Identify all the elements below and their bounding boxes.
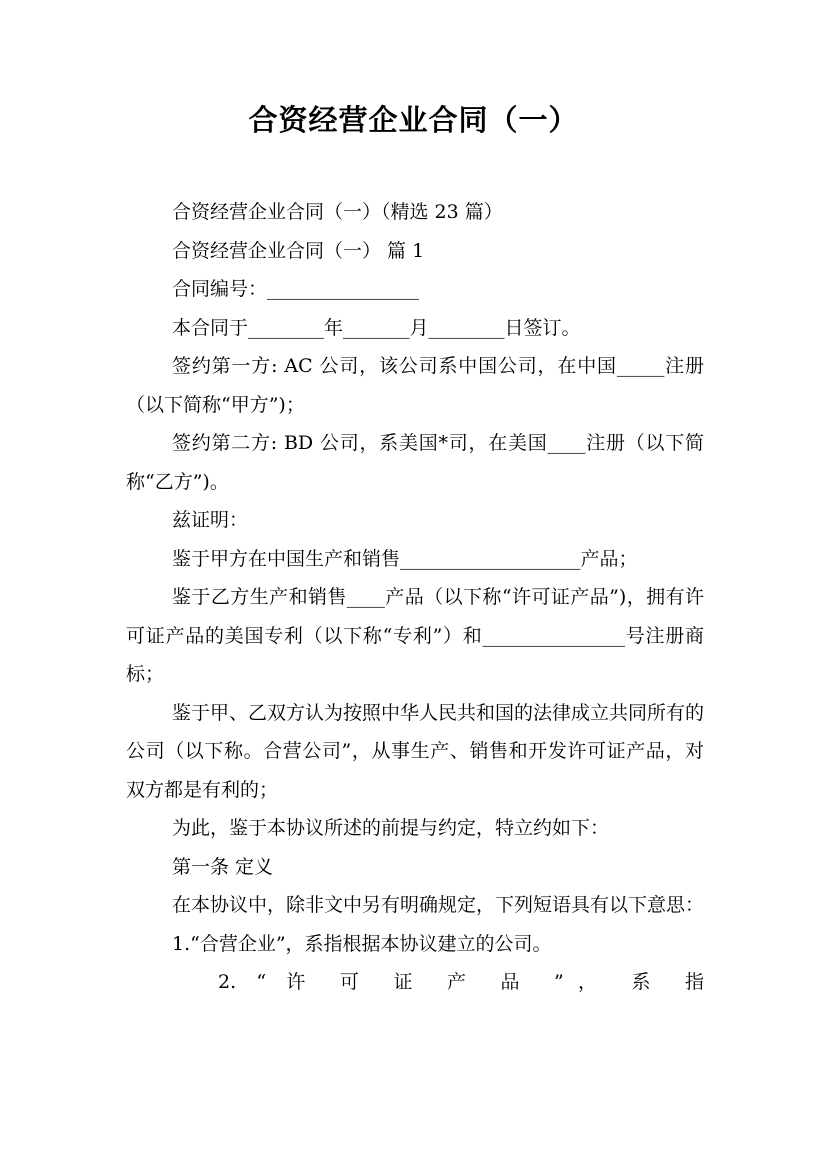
paragraph-party-a: 签约第一方: AC 公司，该公司系中国公司，在中国_____注册（以下简称“甲方”)； xyxy=(126,355,704,416)
paragraph-definitions-intro: 在本协议中，除非文中另有明确规定，下列短语具有以下意思： xyxy=(172,894,705,916)
document-title: 合资经营企业合同（一） xyxy=(248,103,579,137)
document-body xyxy=(126,193,704,1002)
paragraph-witness: 兹证明： xyxy=(172,509,249,531)
paragraph-heading: 合资经营企业合同（一）（精选 23 篇） xyxy=(172,201,503,223)
paragraph-article-1: 第一条 定义 xyxy=(172,855,274,878)
paragraph-definition-1: 1.“合营企业”，系指根据本协议建立的公司。 xyxy=(172,932,552,955)
paragraph-sign-date: 本合同于________年_______月________日签订。 xyxy=(172,316,581,339)
paragraph-contract-number: 合同编号：________________ xyxy=(172,278,420,300)
paragraph-recital-a: 鉴于甲方在中国生产和销售___________________产品； xyxy=(172,547,638,570)
paragraph-recital-b: 鉴于乙方生产和销售____产品（以下称“许可证产品”)，拥有许可证产品的美国专利（以下称“专利”）和_______________号注册商标； xyxy=(126,586,704,685)
paragraph-recital-joint: 鉴于甲、乙双方认为按照中华人民共和国的法律成立共同所有的公司（以下称。合营公司”，从事生产、销售和开发许可证产品，对双方都是有利的； xyxy=(126,701,705,801)
paragraph-agreement: 为此，鉴于本协议所述的前提与约定，特立约如下： xyxy=(172,817,610,839)
paragraph-definition-2: 2. “ 许 可 证 产 品 ”， 系 指 xyxy=(218,971,704,993)
paragraph-party-b: 签约第二方: BD 公司，系美国*司，在美国____注册（以下简称“乙方”)。 xyxy=(126,432,704,493)
paragraph-section-title: 合资经营企业合同（一） 篇 1 xyxy=(172,239,425,262)
